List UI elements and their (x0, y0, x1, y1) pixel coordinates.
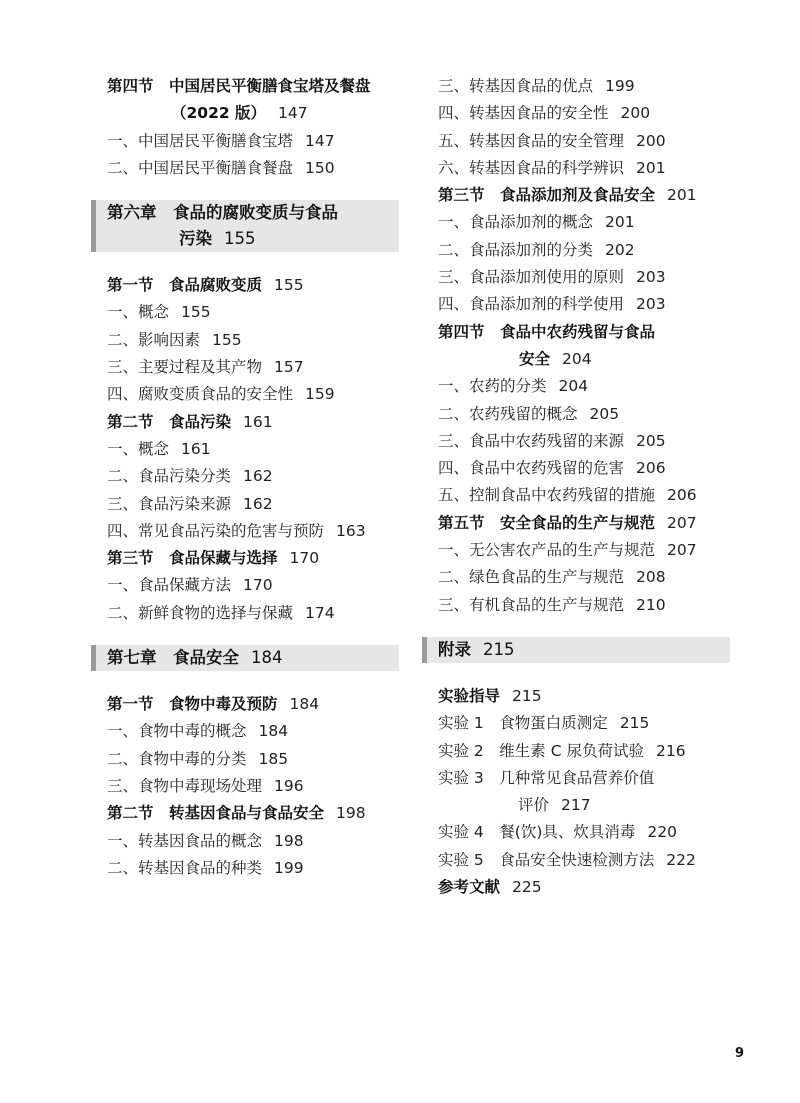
toc-entry-title: 第一节 食物中毒及预防 (107, 695, 278, 714)
chapter-title: 附录 (438, 639, 471, 659)
toc-entry-title: 实验 2 维生素 C 尿负荷试验 (438, 741, 644, 760)
toc-entry-page: 205 (589, 404, 620, 423)
toc-item-entry (422, 455, 730, 482)
toc-entry-page: 170 (289, 549, 320, 568)
toc-entry-title: 三、食品添加剂使用的原则 (438, 268, 625, 287)
toc-entry-page: 200 (620, 104, 651, 123)
toc-entry-page: 155 (274, 276, 304, 295)
chapter-page: 155 (224, 229, 256, 249)
toc-entry-title: 实验 3 几种常见食品营养价值 (438, 768, 655, 787)
toc-entry-title: 四、食品添加剂的科学使用 (438, 295, 625, 314)
toc-section-entry (422, 683, 730, 710)
chapter-6-heading (91, 200, 399, 252)
toc-item-entry (422, 291, 730, 318)
toc-entry-page: 198 (336, 804, 366, 823)
toc-section-entry (91, 73, 399, 100)
toc-entry-title: 三、主要过程及其产物 (107, 358, 263, 377)
toc-item-entry (422, 401, 730, 428)
toc-item-entry (422, 537, 730, 564)
toc-item-entry (422, 373, 730, 400)
toc-entry-title: 第五节 安全食品的生产与规范 (438, 513, 656, 532)
chapter-title-line (438, 637, 730, 663)
page-number: 9 (734, 1046, 744, 1061)
toc-entry-page: 162 (243, 467, 273, 486)
toc-entry-title: 三、转基因食品的优点 (438, 77, 594, 95)
toc-entry-title: 第二节 转基因食品与食品安全 (107, 804, 325, 823)
toc-entry-page: 201 (667, 186, 697, 205)
toc-item-entry (422, 73, 730, 100)
toc-item-entry (91, 381, 399, 408)
toc-item-entry (422, 100, 730, 127)
toc-entry-title: 二、食品污染分类 (107, 467, 232, 486)
toc-entry-page: 199 (274, 858, 304, 877)
toc-entry-title: 实验 4 餐(饮)具、炊具消毒 (438, 823, 636, 842)
chapter-page: 215 (483, 639, 515, 659)
toc-entry-title: 实验 1 食物蛋白质测定 (438, 714, 608, 733)
toc-item-entry (422, 264, 730, 291)
toc-entry-page: 170 (243, 576, 273, 595)
toc-entry-page: 216 (655, 741, 686, 760)
toc-item-entry (422, 847, 730, 874)
toc-entry-title: 评价 (518, 796, 550, 815)
toc-item-entry (91, 491, 399, 518)
toc-entry-title: 二、绿色食品的生产与规范 (438, 568, 625, 587)
toc-entry-page: 196 (274, 776, 304, 795)
toc-entry-page: 208 (636, 568, 666, 587)
toc-item-entry (422, 710, 730, 737)
toc-section-entry (91, 800, 399, 827)
toc-section-entry (91, 409, 399, 436)
toc-item-entry (91, 299, 399, 326)
toc-section-entry (91, 691, 399, 718)
toc-entry-title: 第三节 食品添加剂及食品安全 (438, 186, 656, 205)
toc-entry-page: 207 (667, 513, 697, 532)
toc-entry-page: 207 (667, 541, 697, 560)
toc-item-entry (422, 209, 730, 236)
toc-item-entry-continued (422, 792, 730, 819)
toc-entry-title: 一、食品保藏方法 (107, 576, 232, 595)
toc-entry-page: 203 (636, 295, 666, 314)
toc-section-entry (91, 272, 399, 299)
toc-entry-title: 四、食品中农药残留的危害 (438, 459, 625, 478)
toc-entry-title: 第二节 食品污染 (107, 412, 232, 431)
toc-entry-page: 185 (258, 749, 289, 768)
toc-entry-title: 一、转基因食品的概念 (107, 831, 263, 850)
toc-section-entry-continued (422, 346, 730, 373)
toc-item-entry (422, 765, 730, 792)
toc-entry-title: 第三节 食品保藏与选择 (107, 549, 278, 568)
toc-entry-page: 155 (181, 303, 211, 322)
toc-item-entry (91, 518, 399, 545)
chapter-title-line (107, 645, 399, 671)
toc-item-entry (422, 237, 730, 264)
toc-entry-page: 162 (243, 494, 273, 513)
toc-item-entry (422, 428, 730, 455)
toc-item-entry (91, 855, 399, 882)
toc-entry-title: 一、概念 (107, 439, 170, 458)
toc-item-entry (422, 738, 730, 765)
toc-entry-title: 安全 (519, 349, 551, 368)
chapter-title: 第六章 食品的腐败变质与食品 (107, 203, 338, 223)
toc-entry-page: 204 (562, 349, 592, 368)
toc-entry-title: 二、中国居民平衡膳食餐盘 (107, 158, 294, 177)
toc-section-entry-continued (91, 100, 399, 127)
toc-entry-title: 三、食品污染来源 (107, 494, 232, 513)
appendix-heading (422, 637, 730, 663)
toc-entry-title: 第一节 食品腐败变质 (107, 276, 263, 295)
toc-entry-title: （2022 版） (171, 104, 267, 123)
chapter-title-line (107, 200, 399, 226)
toc-entry-title: 二、影响因素 (107, 330, 201, 349)
toc-entry-page: 157 (274, 358, 304, 377)
toc-entry-title: 五、控制食品中农药残留的措施 (438, 486, 656, 505)
toc-item-entry (91, 828, 399, 855)
toc-item-entry (91, 600, 399, 627)
toc-entry-title: 二、新鲜食物的选择与保藏 (107, 603, 294, 622)
toc-item-entry (91, 436, 399, 463)
toc-entry-title: 一、无公害农产品的生产与规范 (438, 541, 656, 560)
toc-entry-page: 198 (274, 831, 304, 850)
toc-entry-page: 200 (636, 131, 666, 150)
toc-entry-title: 四、常见食品污染的危害与预防 (107, 521, 325, 540)
chapter-title-continued: 污染 (179, 229, 212, 249)
toc-entry-page: 220 (647, 823, 677, 842)
toc-entry-page: 159 (305, 385, 335, 404)
toc-entry-title: 参考文献 (438, 878, 501, 897)
toc-entry-title: 实验 5 食品安全快速检测方法 (438, 850, 655, 869)
toc-item-entry (91, 354, 399, 381)
toc-item-entry (91, 718, 399, 745)
toc-section-entry (91, 545, 399, 572)
toc-entry-title: 四、转基因食品的安全性 (438, 104, 609, 123)
toc-section-entry (422, 319, 730, 346)
toc-entry-page: 202 (605, 240, 635, 259)
toc-item-entry (91, 128, 399, 155)
toc-entry-page: 147 (305, 131, 335, 150)
toc-section-entry (422, 182, 730, 209)
toc-item-entry (422, 564, 730, 591)
toc-item-entry (91, 155, 399, 182)
toc-item-entry (422, 482, 730, 509)
toc-entry-title: 第四节 中国居民平衡膳食宝塔及餐盘 (107, 77, 371, 95)
toc-item-entry (91, 572, 399, 599)
toc-entry-page: 150 (305, 158, 335, 177)
toc-item-entry (422, 128, 730, 155)
chapter-title-line (107, 226, 399, 252)
chapter-title: 第七章 食品安全 (107, 648, 239, 668)
toc-entry-page: 203 (636, 268, 666, 287)
toc-entry-page: 163 (336, 521, 366, 540)
chapter-page: 184 (251, 648, 283, 668)
toc-entry-title: 六、转基因食品的科学辨识 (438, 158, 625, 177)
toc-entry-page: 205 (636, 431, 666, 450)
toc-entry-page: 215 (512, 686, 542, 705)
toc-item-entry (91, 746, 399, 773)
toc-section-entry (422, 874, 730, 901)
toc-entry-page: 155 (212, 330, 242, 349)
toc-item-entry (91, 463, 399, 490)
toc-entry-title: 二、农药残留的概念 (438, 404, 578, 423)
toc-entry-title: 三、食物中毒现场处理 (107, 776, 263, 795)
toc-entry-page: 201 (605, 213, 635, 232)
toc-entry-page: 225 (512, 878, 542, 897)
toc-entry-page: 184 (289, 695, 320, 714)
toc-entry-page: 201 (636, 158, 666, 177)
toc-entry-page: 215 (619, 714, 650, 733)
toc-entry-page: 161 (243, 412, 273, 431)
toc-entry-title: 一、中国居民平衡膳食宝塔 (107, 131, 294, 150)
toc-entry-title: 一、农药的分类 (438, 377, 547, 396)
toc-entry-page: 204 (558, 377, 589, 396)
chapter-7-heading (91, 645, 399, 671)
toc-item-entry (422, 819, 730, 846)
toc-entry-title: 三、有机食品的生产与规范 (438, 595, 625, 614)
toc-right-column (422, 73, 730, 901)
toc-entry-title: 第四节 食品中农药残留与食品 (438, 322, 656, 341)
toc-entry-page: 222 (666, 850, 696, 869)
toc-item-entry (422, 592, 730, 619)
toc-entry-title: 三、食品中农药残留的来源 (438, 431, 625, 450)
toc-entry-page: 210 (636, 595, 666, 614)
toc-item-entry (422, 155, 730, 182)
toc-entry-title: 实验指导 (438, 686, 501, 705)
toc-entry-title: 一、概念 (107, 303, 170, 322)
toc-entry-page: 184 (258, 722, 289, 741)
toc-entry-page: 206 (667, 486, 697, 505)
toc-entry-title: 二、食品添加剂的分类 (438, 240, 594, 259)
toc-entry-page: 199 (605, 77, 635, 95)
toc-entry-title: 五、转基因食品的安全管理 (438, 131, 625, 150)
toc-item-entry (91, 773, 399, 800)
toc-entry-title: 四、腐败变质食品的安全性 (107, 385, 294, 404)
toc-entry-page: 161 (181, 439, 211, 458)
toc-section-entry (422, 510, 730, 537)
toc-entry-page: 206 (636, 459, 666, 478)
toc-entry-page: 217 (561, 796, 591, 815)
toc-entry-title: 二、转基因食品的种类 (107, 858, 263, 877)
toc-entry-page: 147 (278, 104, 308, 123)
toc-item-entry (91, 327, 399, 354)
toc-entry-title: 一、食品添加剂的概念 (438, 213, 594, 232)
toc-entry-title: 二、食物中毒的分类 (107, 749, 247, 768)
toc-entry-page: 174 (305, 603, 335, 622)
toc-left-column (91, 73, 399, 882)
toc-entry-title: 一、食物中毒的概念 (107, 722, 247, 741)
